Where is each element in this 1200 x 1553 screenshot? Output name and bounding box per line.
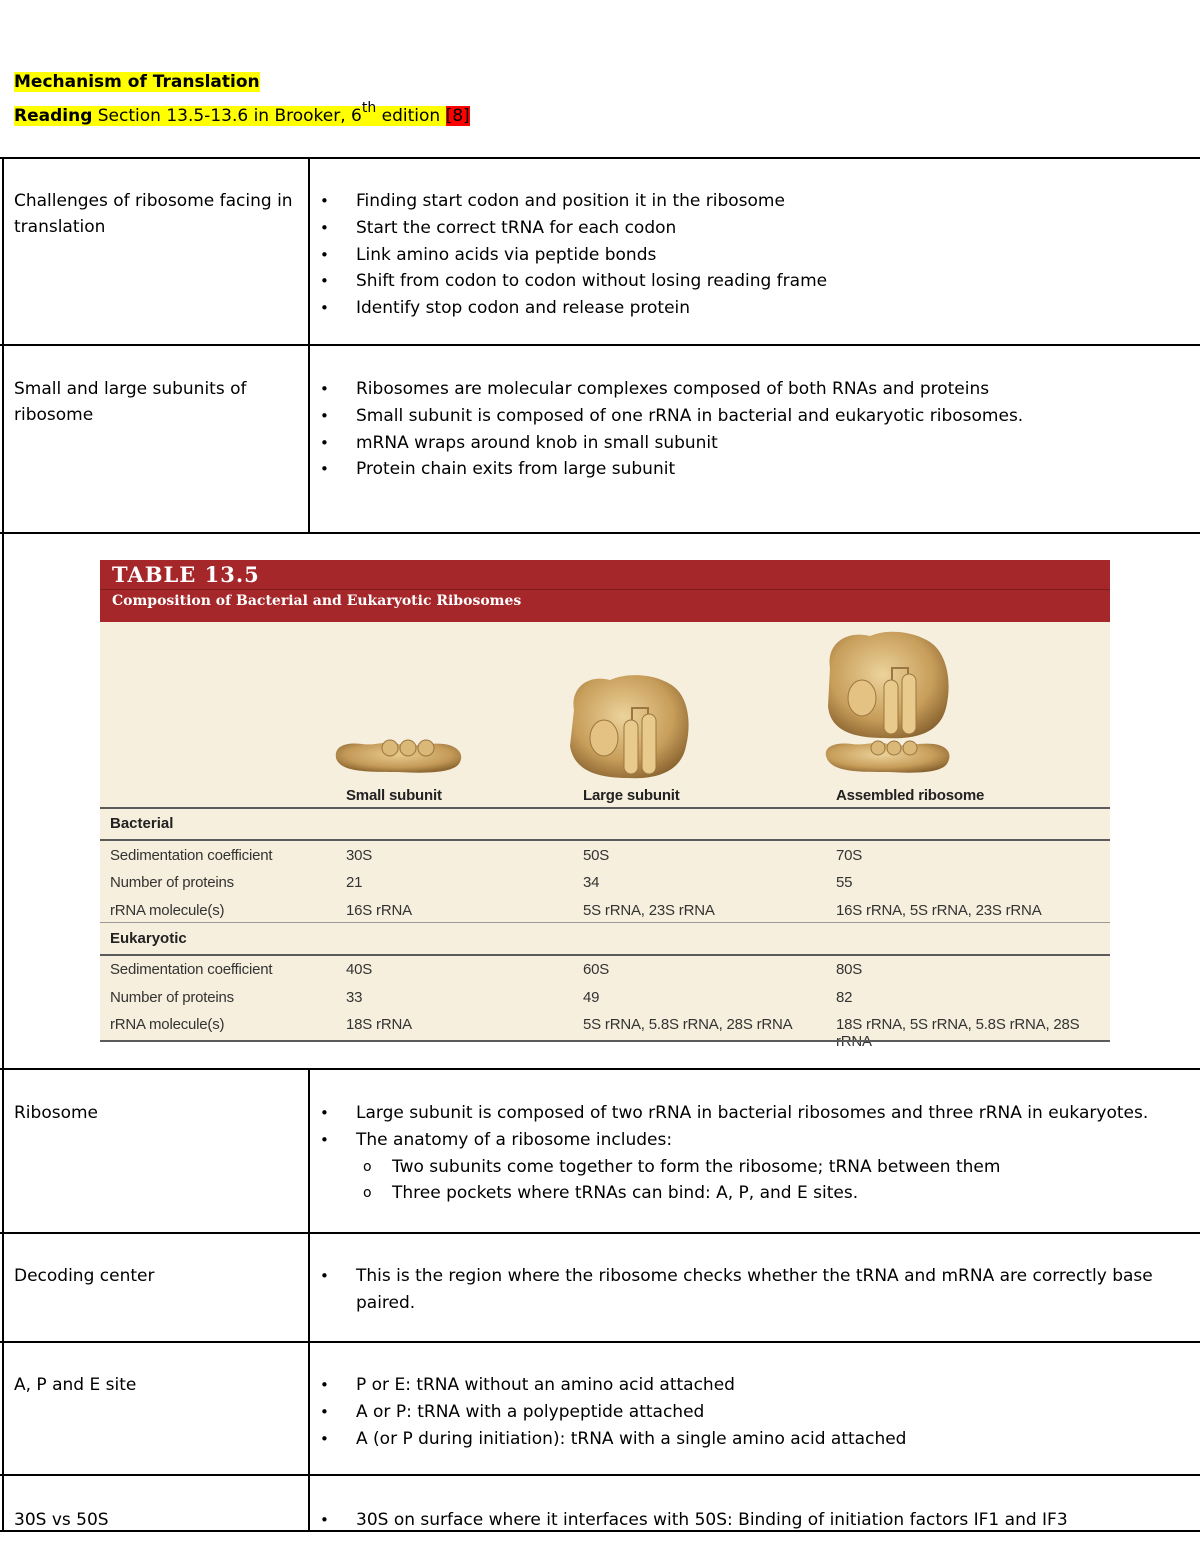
- column-divider: [308, 157, 310, 534]
- bullet-list: [318, 1263, 1188, 1317]
- citation-tag: [8]: [445, 106, 470, 126]
- list-item: • Small subunit is composed of one rRNA in bacterial and eukaryotic ribosomes.: [318, 403, 1188, 430]
- bullet-list: [318, 376, 1188, 483]
- row-label: Challenges of ribosome facing in translation: [14, 191, 293, 237]
- list-item: • Finding start codon and position it in the ribosome: [318, 188, 1188, 215]
- list-item: • A or P: tRNA with a polypeptide attached: [318, 1399, 1188, 1426]
- reading-reference: Reading Section 13.5-13.6 in Brooker, 6th edition [8]: [14, 100, 470, 126]
- row-label: Ribosome: [14, 1103, 99, 1123]
- table-cell: 33: [346, 989, 363, 1006]
- list-item: • mRNA wraps around knob in small subunit: [318, 430, 1188, 457]
- sub-list-item: o Two subunits come together to form the ribosome; tRNA between them: [318, 1154, 1188, 1181]
- list-item: • 30S on surface where it interfaces with 50S: Binding of initiation factors IF1 and IF3: [318, 1507, 1188, 1534]
- list-item: • Protein chain exits from large subunit: [318, 456, 1188, 483]
- table-border-left: [2, 157, 4, 1532]
- table-cell: 5S rRNA, 23S rRNA: [583, 902, 715, 919]
- bullet-icon: •: [320, 460, 329, 479]
- column-header: Small subunit: [346, 787, 442, 804]
- row-divider: [0, 532, 1200, 534]
- bullet-icon: •: [320, 433, 329, 452]
- table-cell: 40S: [346, 961, 373, 978]
- table-cell: 82: [836, 989, 853, 1006]
- row-divider: [0, 1068, 1200, 1070]
- group-heading: Bacterial: [110, 815, 174, 832]
- bullet-icon: •: [320, 1376, 329, 1394]
- table-cell: 16S rRNA: [346, 902, 412, 919]
- sub-list-item: o Three pockets where tRNAs can bind: A, P, and E sites.: [318, 1180, 1188, 1207]
- bullet-list: [318, 1507, 1188, 1534]
- row-label: Decoding center: [14, 1266, 155, 1286]
- table-cell: 70S: [836, 847, 863, 864]
- row-label: Small and large subunits of ribosome: [14, 379, 247, 425]
- bullet-icon: •: [320, 1511, 329, 1529]
- small-subunit-illustration: [332, 738, 464, 778]
- column-divider: [308, 1068, 310, 1532]
- bullet-icon: •: [320, 245, 329, 264]
- column-header: Assembled ribosome: [836, 787, 985, 804]
- large-subunit-illustration: [566, 670, 692, 782]
- list-item: • Start the correct tRNA for each codon: [318, 215, 1188, 242]
- bullet-icon: •: [320, 380, 329, 398]
- assembled-ribosome-illustration: [822, 628, 952, 780]
- table-cell: 55: [836, 874, 853, 891]
- table-cell: 30S: [346, 847, 373, 864]
- bullet-icon: •: [320, 1429, 329, 1448]
- bullet-list: [318, 188, 1188, 322]
- bullet-list: [318, 1100, 1188, 1207]
- sub-bullet-icon: o: [363, 1185, 372, 1202]
- row-label: 30S vs 50S: [14, 1510, 109, 1530]
- table-cell: Sedimentation coefficient: [110, 961, 273, 978]
- list-item: • The anatomy of a ribosome includes:: [318, 1127, 1188, 1154]
- textbook-table-13-5: [100, 560, 1110, 1042]
- row-divider: [0, 1341, 1200, 1343]
- column-header: Large subunit: [583, 787, 680, 804]
- table-caption: Composition of Bacterial and Eukaryotic Ribosomes: [112, 593, 522, 609]
- table-number: TABLE 13.5: [112, 562, 260, 587]
- table-cell: 50S: [583, 847, 610, 864]
- row-divider: [0, 344, 1200, 346]
- bullet-icon: •: [320, 406, 329, 425]
- list-item: • This is the region where the ribosome checks whether the tRNA and mRNA are correctly base paired.: [318, 1263, 1188, 1317]
- table-cell: 60S: [583, 961, 610, 978]
- bullet-list: [318, 1372, 1188, 1452]
- table-cell: rRNA molecule(s): [110, 902, 225, 919]
- table-border-top: [0, 157, 1200, 159]
- bullet-icon: •: [320, 1402, 329, 1421]
- row-divider: [0, 1474, 1200, 1476]
- list-item: • Identify stop codon and release protein: [318, 295, 1188, 322]
- table-cell: 21: [346, 874, 363, 891]
- list-item: • Ribosomes are molecular complexes composed of both RNAs and proteins: [318, 376, 1188, 403]
- table-cell: 5S rRNA, 5.8S rRNA, 28S rRNA: [583, 1016, 793, 1033]
- list-item: • A (or P during initiation): tRNA with a single amino acid attached: [318, 1426, 1188, 1453]
- row-divider: [0, 1232, 1200, 1234]
- bullet-icon: •: [320, 1267, 329, 1285]
- row-label: A, P and E site: [14, 1375, 137, 1395]
- table-cell: 49: [583, 989, 600, 1006]
- table-cell: Sedimentation coefficient: [110, 847, 273, 864]
- table-cell: rRNA molecule(s): [110, 1016, 225, 1033]
- bullet-icon: •: [320, 299, 329, 318]
- bullet-icon: •: [320, 1130, 329, 1149]
- sub-bullet-icon: o: [363, 1158, 372, 1175]
- bullet-icon: •: [320, 192, 329, 210]
- page-title: Mechanism of Translation: [14, 72, 260, 92]
- list-item: • Link amino acids via peptide bonds: [318, 242, 1188, 269]
- bullet-icon: •: [320, 1104, 329, 1122]
- table-header-band: [100, 560, 1110, 622]
- table-cell: Number of proteins: [110, 989, 234, 1006]
- table-cell: 34: [583, 874, 600, 891]
- list-item: • Large subunit is composed of two rRNA in bacterial ribosomes and three rRNA in eukaryotes.: [318, 1100, 1188, 1127]
- bullet-icon: •: [320, 218, 329, 237]
- bullet-icon: •: [320, 272, 329, 291]
- list-item: • Shift from codon to codon without losing reading frame: [318, 268, 1188, 295]
- table-cell: 80S: [836, 961, 863, 978]
- list-item: • P or E: tRNA without an amino acid attached: [318, 1372, 1188, 1399]
- table-cell: Number of proteins: [110, 874, 234, 891]
- table-cell: 18S rRNA: [346, 1016, 412, 1033]
- table-cell: 16S rRNA, 5S rRNA, 23S rRNA: [836, 902, 1042, 919]
- table-cell: 18S rRNA, 5S rRNA, 5.8S rRNA, 28S: [836, 1016, 1080, 1033]
- group-heading: Eukaryotic: [110, 930, 187, 947]
